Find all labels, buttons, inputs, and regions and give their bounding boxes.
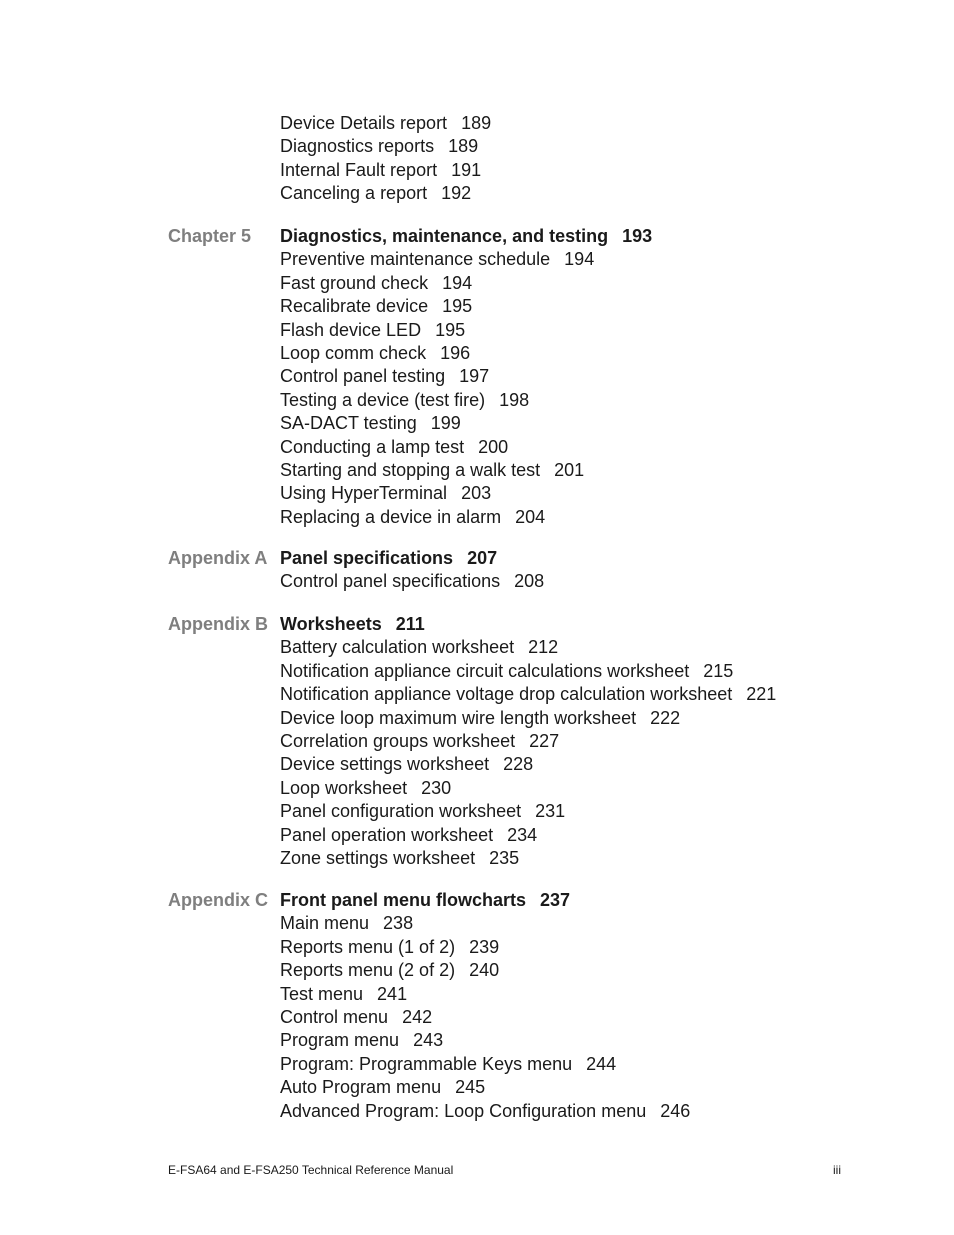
toc-entries [280,225,652,529]
toc-entry-title: Battery calculation worksheet [280,637,515,658]
toc-entry-title: Notification appliance voltage drop calculation worksheet [280,684,733,705]
toc-entry[interactable] [280,730,776,753]
toc-entry-page: 199 [430,413,461,434]
toc-entry-page: 235 [489,848,520,869]
toc-entry[interactable] [280,112,491,135]
toc-entry-title: Program: Programmable Keys menu [280,1053,573,1074]
toc-entry[interactable] [280,983,690,1006]
chapter-label: Appendix C [168,890,269,910]
toc-entry-title: Flash device LED [280,319,422,340]
toc-entry-title: Conducting a lamp test [280,436,465,457]
toc-entry-page: 194 [564,249,595,270]
toc-entry-page: 227 [529,731,560,752]
toc-entry-page: 246 [660,1100,691,1121]
toc-entries [280,613,776,870]
toc-entry-title: Notification appliance circuit calculations worksheet [280,660,690,681]
toc-entry-title: Reports menu (2 of 2) [280,960,456,981]
toc-entries [280,112,491,206]
toc-entry[interactable] [280,159,491,182]
toc-heading-entry[interactable] [280,889,690,912]
toc-heading-entry[interactable] [280,613,776,636]
toc-entry-page: 207 [467,548,498,568]
toc-entry-page: 243 [413,1030,444,1051]
toc-entry-page: 189 [448,136,479,157]
toc-entry[interactable] [280,135,491,158]
toc-entry[interactable] [280,272,652,295]
toc-entry-page: 231 [535,801,566,822]
toc-entry-page: 222 [650,707,681,728]
footer-page-number: iii [833,1163,841,1177]
toc-entry-title: Control menu [280,1007,389,1028]
toc-entry[interactable] [280,636,776,659]
toc-entry-page: 238 [383,913,414,934]
toc-entry[interactable] [280,295,652,318]
toc-entry-page: 239 [469,936,500,957]
toc-entry-title: Replacing a device in alarm [280,506,502,527]
chapter-label: Appendix A [168,548,268,568]
toc-entry[interactable] [280,660,776,683]
toc-entry[interactable] [280,248,652,271]
toc-entry-title: Auto Program menu [280,1077,442,1098]
toc-entry-page: 241 [377,983,408,1004]
toc-entry-title: Loop worksheet [280,777,408,798]
toc-entry[interactable] [280,436,652,459]
toc-entry-page: 211 [395,614,425,634]
toc-entry-page: 196 [440,343,471,364]
toc-entry-title: Program menu [280,1030,400,1051]
toc-entry[interactable] [280,459,652,482]
toc-entry-title: Panel operation worksheet [280,824,494,845]
toc-entry-page: 228 [503,754,534,775]
toc-entry[interactable] [280,847,776,870]
toc-entry[interactable] [280,482,652,505]
toc-entries [280,547,544,594]
toc-entry-page: 192 [441,183,472,204]
toc-entry[interactable] [280,1076,690,1099]
toc-entry-page: 215 [703,660,734,681]
toc-entry-page: 197 [459,366,490,387]
toc-entry-title: Preventive maintenance schedule [280,249,551,270]
toc-entry-title: Starting and stopping a walk test [280,460,541,481]
toc-entry[interactable] [280,570,544,593]
toc-entry-page: 198 [499,389,530,410]
chapter-label: Appendix B [168,614,269,634]
toc-entry[interactable] [280,800,776,823]
toc-entry-title: Internal Fault report [280,159,438,180]
toc-entry-page: 191 [451,159,482,180]
toc-heading-entry[interactable] [280,547,544,570]
toc-entry-title: Recalibrate device [280,296,429,317]
toc-entry-page: 204 [515,506,546,527]
toc-entry[interactable] [280,777,776,800]
toc-entry-page: 244 [586,1053,617,1074]
toc-entry-title: Diagnostics, maintenance, and testing [280,226,609,246]
toc-entry-page: 240 [469,960,500,981]
toc-entry-page: 230 [421,777,452,798]
toc-entry-page: 221 [746,684,777,705]
toc-entry[interactable] [280,683,776,706]
toc-entry-title: Advanced Program: Loop Configuration menu [280,1100,647,1121]
toc-entry-title: Fast ground check [280,272,429,293]
toc-entry-title: Correlation groups worksheet [280,731,516,752]
toc-entry[interactable] [280,1053,690,1076]
toc-entry[interactable] [280,389,652,412]
toc-entry[interactable] [280,824,776,847]
toc-entry[interactable] [280,342,652,365]
toc-entry-title: Main menu [280,913,370,934]
toc-entry[interactable] [280,1006,690,1029]
toc-entry-title: Loop comm check [280,343,427,364]
toc-entry-page: 237 [540,890,571,910]
toc-entry-page: 194 [442,272,473,293]
toc-entry-title: Canceling a report [280,183,428,204]
toc-entry[interactable] [280,365,652,388]
toc-entry-title: Panel configuration worksheet [280,801,522,822]
toc-entry[interactable] [280,753,776,776]
toc-entry-title: Front panel menu flowcharts [280,890,527,910]
toc-entry-page: 200 [478,436,509,457]
toc-entries [280,889,690,1123]
toc-entry-title: Worksheets [280,614,382,634]
toc-entry[interactable] [280,912,690,935]
toc-entry[interactable] [280,1029,690,1052]
toc-entry-title: Using HyperTerminal [280,483,448,504]
toc-entry-page: 193 [622,226,653,246]
toc-entry-title: SA-DACT testing [280,413,417,434]
toc-entry-title: Zone settings worksheet [280,848,476,869]
toc-entry[interactable] [280,707,776,730]
toc-entry[interactable] [280,319,652,342]
footer-manual-title: E-FSA64 and E-FSA250 Technical Reference Manual [168,1163,454,1177]
toc-entry-title: Device loop maximum wire length worksheet [280,707,637,728]
toc-entry-page: 201 [554,460,585,481]
toc-entry-title: Device settings worksheet [280,754,490,775]
toc-entry-page: 242 [402,1007,433,1028]
toc-entry-page: 245 [455,1077,486,1098]
toc-entry-title: Panel specifications [280,548,454,568]
toc-entry-title: Test menu [280,983,364,1004]
toc-entry-title: Device Details report [280,113,448,133]
toc-entry[interactable] [280,506,652,529]
toc-entry-title: Reports menu (1 of 2) [280,936,456,957]
toc-entry-title: Testing a device (test fire) [280,389,486,410]
toc-entry-page: 195 [442,296,473,317]
toc-entry[interactable] [280,959,690,982]
toc-entry-title: Diagnostics reports [280,136,435,157]
toc-entry-page: 208 [514,571,545,592]
toc-entry[interactable] [280,936,690,959]
chapter-label: Chapter 5 [168,226,252,246]
toc-heading-entry[interactable] [280,225,652,248]
toc-entry[interactable] [280,1100,690,1123]
toc-entry-title: Control panel specifications [280,571,501,592]
toc-entry-page: 212 [528,637,559,658]
toc-entry[interactable] [280,182,491,205]
toc-entry-page: 203 [461,483,492,504]
toc-entry-page: 195 [435,319,466,340]
toc-entry-title: Control panel testing [280,366,446,387]
toc-entry[interactable] [280,412,652,435]
toc-entry-page: 189 [461,113,492,133]
toc-entry-page: 234 [507,824,538,845]
